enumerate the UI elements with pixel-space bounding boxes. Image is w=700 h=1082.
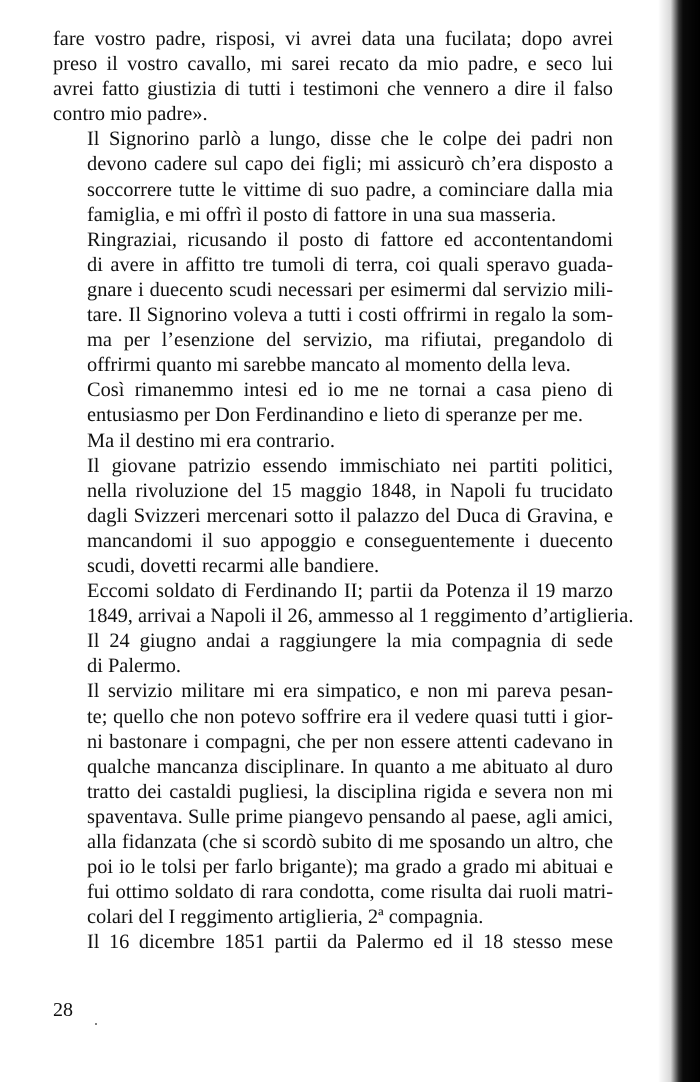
text-line: mancandomi il suo appoggio e conseguentemente i duecento [87, 529, 613, 552]
text-line: Il servizio militare mi era simpatico, e non mi pareva pesan- [87, 680, 613, 703]
text-line: Il 16 dicembre 1851 partii da Palermo ed il 18 stesso mese [87, 931, 613, 954]
text-line: alla fidanzata (che si scordò subito di me sposando un altro, che [87, 831, 613, 853]
text-line: nella rivoluzione del 15 maggio 1848, in Napoli fu trucidato [87, 479, 613, 502]
text-line: Così rimanemmo intesi ed io me ne tornai a casa pieno di [87, 379, 613, 402]
text-line: di Palermo. [87, 655, 182, 678]
text-line: 1849, arrivai a Napoli il 26, ammesso al 1 reggimento d’artiglieria. [87, 605, 634, 628]
text-line: qualche mancanza disciplinare. In quanto a me abituato al duro [87, 755, 613, 778]
text-line: poi io le tolsi per farlo brigante); ma grado a grado mi abituai e [87, 856, 613, 879]
text-line: avrei fatto giustizia di tutti i testimoni che vennero a dire il falso [53, 78, 613, 101]
text-line: spaventava. Sulle prime piangevo pensando al paese, agli amici, [87, 805, 613, 828]
text-line: Il Signorino parlò a lungo, disse che le colpe dei padri non [87, 128, 613, 151]
text-line: ni bastonare i compagni, che per non essere attenti cadevano in [87, 730, 613, 753]
text-line: offrirmi quanto mi sarebbe mancato al momento della leva. [87, 354, 571, 377]
text-line: preso il vostro cavallo, mi sarei recato da mio padre, e seco lui [53, 53, 613, 76]
text-line: scudi, dovetti recarmi alle bandiere. [87, 554, 380, 577]
text-line: te; quello che non potevo soffrire era il vedere quasi tutti i gior- [87, 705, 613, 728]
paragraph [53, 127, 613, 227]
text-line: famiglia, e mi offrì il posto di fattore in una sua masseria. [87, 203, 557, 226]
text-line: Ringraziai, ricusando il posto di fattore ed accontentandomi [87, 228, 613, 251]
page-number: 28 [53, 999, 73, 1021]
paragraph [53, 679, 613, 930]
text-line: Eccomi soldato di Ferdinando II; partii da Potenza il 19 marzo [87, 580, 613, 603]
paragraph [53, 629, 613, 679]
text-line: ma per l’esenzione del servizio, ma rifiutai, pregandolo di [87, 329, 613, 352]
text-line: colari del I reggimento artiglieria, 2ª compagnia. [87, 906, 484, 929]
binding-edge [658, 0, 700, 1082]
paragraph [53, 27, 613, 127]
paragraph [53, 228, 613, 379]
text-line: Ma il destino mi era contrario. [87, 429, 336, 452]
text-line: entusiasmo per Don Ferdinandino e lieto di speranze per me. [87, 404, 584, 427]
paragraph [53, 429, 613, 454]
paragraph [53, 579, 634, 629]
text-line: contro mio padre». [53, 103, 208, 126]
paragraph [53, 378, 613, 428]
speck-mark [95, 1023, 97, 1025]
text-line: tare. Il Signorino voleva a tutti i costi offrirmi in regalo la som- [87, 304, 613, 327]
text-line: fare vostro padre, risposi, vi avrei data una fucilata; dopo avrei [53, 28, 613, 50]
text-line: di avere in affitto tre tumoli di terra, coi quali speravo guada- [87, 253, 613, 276]
text-line: devono cadere sul capo dei figli; mi assicurò ch’era disposto a [87, 153, 613, 176]
text-line: dagli Svizzeri mercenari sotto il palazzo del Duca di Gravina, e [87, 504, 613, 527]
text-line: Il 24 giugno andai a raggiungere la mia compagnia di sede [87, 630, 613, 653]
text-line: tratto dei castaldi pugliesi, la disciplina rigida e severa non mi [87, 780, 613, 803]
text-line: Il giovane patrizio essendo immischiato nei partiti politici, [87, 454, 613, 477]
paragraph [53, 454, 613, 579]
text-line: gnare i duecento scudi necessari per esimermi dal servizio mili- [87, 278, 613, 301]
paragraph [53, 930, 613, 955]
text-line: soccorrere tutte le vittime di suo padre, a cominciare dalla mia [87, 178, 613, 201]
page-body-text [53, 27, 634, 955]
text-line: fui ottimo soldato di rara condotta, come risulta dai ruoli matri- [87, 881, 613, 904]
